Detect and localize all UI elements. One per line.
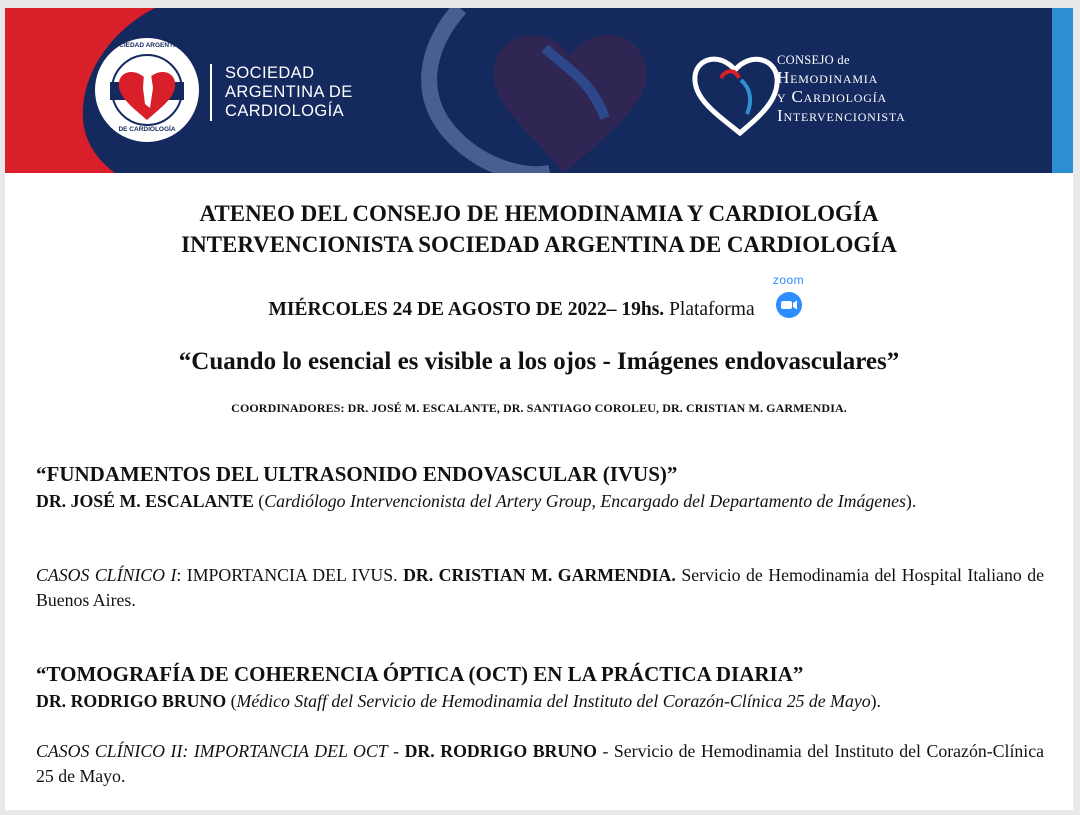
zoom-logo [768,273,810,325]
sac-logo-ring-text-top: SOCIEDAD ARGENTINA [109,42,185,49]
topic-title: “TOMOGRAFÍA DE COHERENCIA ÓPTICA (OCT) EN LA PRÁCTICA DIARIA” [36,662,804,686]
council-name-line: Hemodinamia [777,68,879,87]
speaker-role: Médico Staff del Servicio de Hemodinamia del Instituto del Corazón-Clínica 25 de Mayo [236,691,871,711]
council-small-label: CONSEJO de [777,53,850,67]
speaker-name: DR. JOSÉ M. ESCALANTE [36,491,254,511]
speaker-paragraph [36,689,1044,714]
speaker-name: DR. RODRIGO BRUNO [36,691,227,711]
sac-name [210,64,353,121]
punctuation: ). [905,491,917,511]
case-place: Servicio de Hemodinamia del Hospital Italiano de Buenos Aires. [36,565,1044,610]
sac-name-line: ARGENTINA DE [225,83,353,101]
sac-name-line: CARDIOLOGÍA [225,102,345,120]
event-title-line: INTERVENCIONISTA SOCIEDAD ARGENTINA DE CARDIOLOGÍA [181,232,897,257]
case-title: - [387,741,405,761]
sac-logo-ring-text-bottom: DE CARDIOLOGÍA [118,126,176,133]
event-date [5,273,1073,325]
case-title: : IMPORTANCIA DEL IVUS. [176,565,404,585]
case-place: - Servicio de Hemodinamia del Instituto del Corazón-Clínica 25 de Mayo. [36,741,1044,786]
session-title: “Cuando lo esencial es visible a los ojos - Imágenes endovasculares” [178,348,900,375]
event-date-text: MIÉRCOLES 24 DE AGOSTO DE 2022– 19hs. [268,299,665,320]
case-paragraph [36,563,1044,613]
sac-name-line: SOCIEDAD [225,64,315,82]
punctuation: ). [870,691,882,711]
flyer-page [5,8,1073,810]
header-banner [5,8,1073,173]
topic-title: “FUNDAMENTOS DEL ULTRASONIDO ENDOVASCULAR (IVUS)” [36,462,678,486]
speaker-role: Cardiólogo Intervencionista del Artery Group, Encargado del Departamento de Imágenes [264,491,906,511]
council-name-line: y Cardiología [777,87,887,106]
case-presenter: DR. RODRIGO BRUNO [404,741,597,761]
banner-graphics [5,8,1073,173]
speaker-paragraph [36,489,1044,514]
punctuation: ( [226,691,237,711]
case-paragraph [36,739,1044,789]
case-label: CASOS CLÍNICO II: IMPORTANCIA DEL OCT [36,741,388,761]
platform-label: Plataforma [669,299,755,320]
video-camera-icon [775,291,803,319]
event-title-line: ATENEO DEL CONSEJO DE HEMODINAMIA Y CARDIOLOGÍA [199,201,879,226]
case-label: CASOS CLÍNICO I [36,565,177,585]
coordinators: COORDINADORES: DR. JOSÉ M. ESCALANTE, DR. SANTIAGO COROLEU, DR. CRISTIAN M. GARMENDIA. [231,401,847,415]
council-name-line: Intervencionista [777,106,906,125]
council-name [777,53,906,125]
zoom-wordmark: zoom [772,273,805,287]
event-title [5,198,1073,260]
case-presenter: DR. CRISTIAN M. GARMENDIA. [403,565,676,585]
punctuation: ( [253,491,265,511]
